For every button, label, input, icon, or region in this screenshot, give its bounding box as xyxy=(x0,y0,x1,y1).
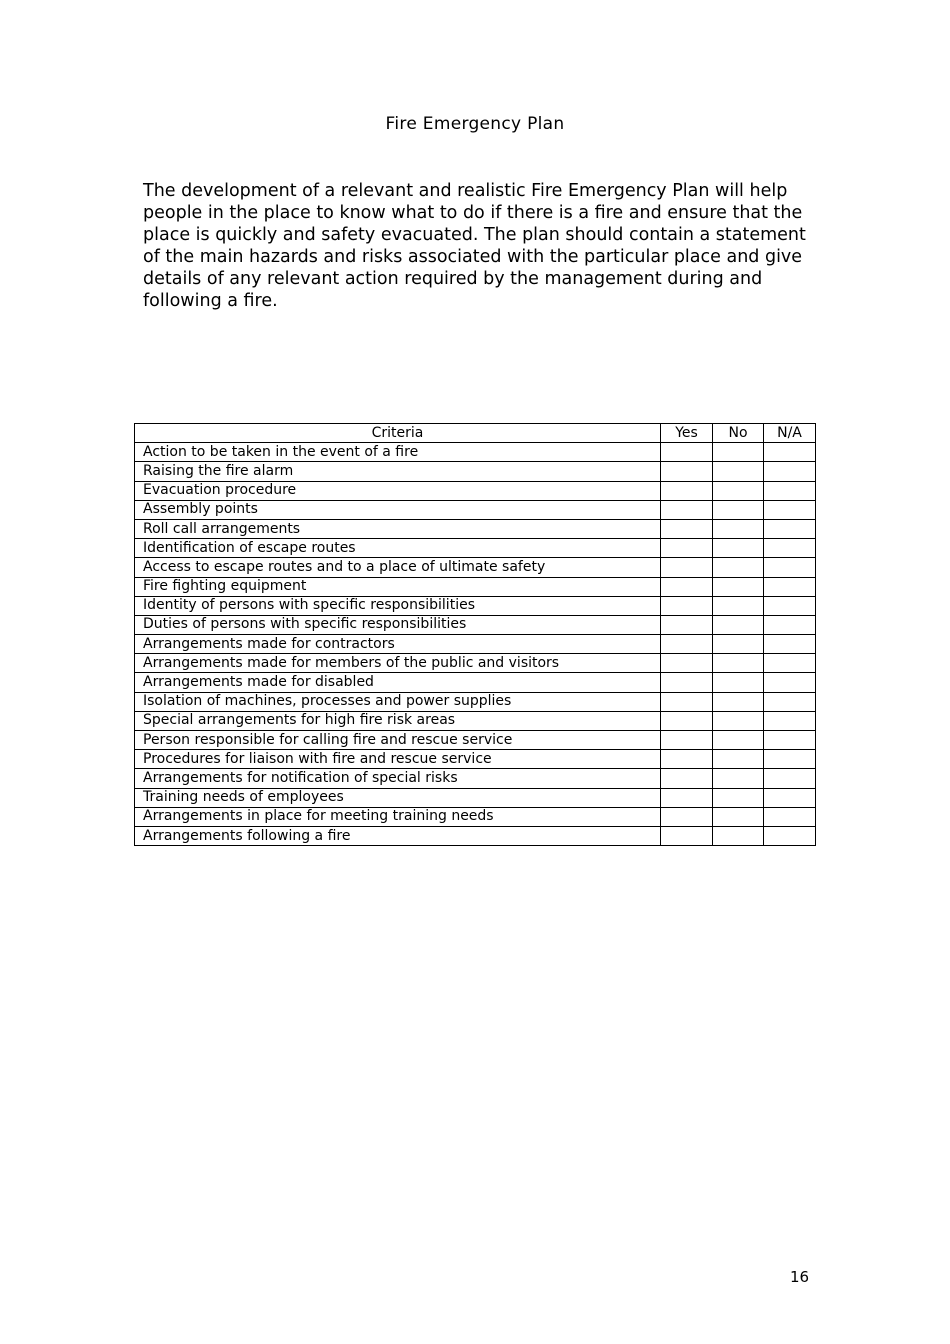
table-row xyxy=(135,807,816,826)
page-title: Fire Emergency Plan xyxy=(385,114,565,134)
no-cell[interactable] xyxy=(713,654,764,673)
na-cell[interactable] xyxy=(764,711,816,730)
criteria-cell: Special arrangements for high fire risk areas xyxy=(135,711,661,730)
yes-cell[interactable] xyxy=(661,519,713,538)
no-cell[interactable] xyxy=(713,615,764,634)
no-cell[interactable] xyxy=(713,462,764,481)
table-row xyxy=(135,500,816,519)
na-cell[interactable] xyxy=(764,692,816,711)
criteria-table xyxy=(134,423,816,846)
criteria-cell: Duties of persons with specific responsibilities xyxy=(135,615,661,634)
header-criteria: Criteria xyxy=(135,424,661,443)
yes-cell[interactable] xyxy=(661,711,713,730)
yes-cell[interactable] xyxy=(661,462,713,481)
yes-cell[interactable] xyxy=(661,731,713,750)
yes-cell[interactable] xyxy=(661,577,713,596)
na-cell[interactable] xyxy=(764,462,816,481)
criteria-cell: Assembly points xyxy=(135,500,661,519)
na-cell[interactable] xyxy=(764,500,816,519)
yes-cell[interactable] xyxy=(661,750,713,769)
yes-cell[interactable] xyxy=(661,481,713,500)
na-cell[interactable] xyxy=(764,539,816,558)
header-na: N/A xyxy=(764,424,816,443)
table-row xyxy=(135,673,816,692)
criteria-cell: Isolation of machines, processes and power supplies xyxy=(135,692,661,711)
na-cell[interactable] xyxy=(764,596,816,615)
no-cell[interactable] xyxy=(713,443,764,462)
yes-cell[interactable] xyxy=(661,635,713,654)
criteria-cell: Arrangements following a fire xyxy=(135,826,661,845)
na-cell[interactable] xyxy=(764,731,816,750)
no-cell[interactable] xyxy=(713,558,764,577)
criteria-cell: Identification of escape routes xyxy=(135,539,661,558)
no-cell[interactable] xyxy=(713,788,764,807)
table-row xyxy=(135,462,816,481)
yes-cell[interactable] xyxy=(661,539,713,558)
criteria-cell: Person responsible for calling fire and rescue service xyxy=(135,731,661,750)
no-cell[interactable] xyxy=(713,711,764,730)
table-row xyxy=(135,539,816,558)
criteria-cell: Arrangements for notification of special risks xyxy=(135,769,661,788)
table-row xyxy=(135,769,816,788)
yes-cell[interactable] xyxy=(661,654,713,673)
no-cell[interactable] xyxy=(713,481,764,500)
na-cell[interactable] xyxy=(764,654,816,673)
no-cell[interactable] xyxy=(713,692,764,711)
header-no: No xyxy=(713,424,764,443)
table-row xyxy=(135,731,816,750)
no-cell[interactable] xyxy=(713,519,764,538)
table-row xyxy=(135,654,816,673)
table-row xyxy=(135,788,816,807)
na-cell[interactable] xyxy=(764,443,816,462)
no-cell[interactable] xyxy=(713,577,764,596)
na-cell[interactable] xyxy=(764,807,816,826)
na-cell[interactable] xyxy=(764,577,816,596)
intro-paragraph: The development of a relevant and realistic Fire Emergency Plan will help people in the place to know what to do if there is a fire and ensure that the place is quickly and safety evacuated. The plan should contain a statement of the main hazards and risks associated with the particular place and give details of any relevant action required by the management during and following a fire. xyxy=(143,181,806,311)
yes-cell[interactable] xyxy=(661,807,713,826)
criteria-cell: Fire fighting equipment xyxy=(135,577,661,596)
no-cell[interactable] xyxy=(713,731,764,750)
no-cell[interactable] xyxy=(713,750,764,769)
yes-cell[interactable] xyxy=(661,673,713,692)
criteria-cell: Roll call arrangements xyxy=(135,519,661,538)
criteria-cell: Procedures for liaison with fire and rescue service xyxy=(135,750,661,769)
yes-cell[interactable] xyxy=(661,558,713,577)
table-row xyxy=(135,519,816,538)
criteria-cell: Arrangements in place for meeting training needs xyxy=(135,807,661,826)
criteria-cell: Evacuation procedure xyxy=(135,481,661,500)
table-row xyxy=(135,596,816,615)
no-cell[interactable] xyxy=(713,539,764,558)
criteria-cell: Arrangements made for contractors xyxy=(135,635,661,654)
no-cell[interactable] xyxy=(713,673,764,692)
na-cell[interactable] xyxy=(764,615,816,634)
header-yes: Yes xyxy=(661,424,713,443)
na-cell[interactable] xyxy=(764,519,816,538)
yes-cell[interactable] xyxy=(661,788,713,807)
table-row xyxy=(135,711,816,730)
no-cell[interactable] xyxy=(713,826,764,845)
no-cell[interactable] xyxy=(713,635,764,654)
criteria-cell: Identity of persons with specific responsibilities xyxy=(135,596,661,615)
na-cell[interactable] xyxy=(764,826,816,845)
yes-cell[interactable] xyxy=(661,826,713,845)
na-cell[interactable] xyxy=(764,558,816,577)
na-cell[interactable] xyxy=(764,673,816,692)
table-row xyxy=(135,443,816,462)
criteria-cell: Action to be taken in the event of a fire xyxy=(135,443,661,462)
table-row xyxy=(135,615,816,634)
yes-cell[interactable] xyxy=(661,615,713,634)
no-cell[interactable] xyxy=(713,500,764,519)
no-cell[interactable] xyxy=(713,769,764,788)
yes-cell[interactable] xyxy=(661,500,713,519)
table-row xyxy=(135,692,816,711)
table-row xyxy=(135,481,816,500)
table-row xyxy=(135,577,816,596)
criteria-cell: Arrangements made for disabled xyxy=(135,673,661,692)
table-row xyxy=(135,558,816,577)
na-cell[interactable] xyxy=(764,481,816,500)
criteria-cell: Access to escape routes and to a place of ultimate safety xyxy=(135,558,661,577)
table-row xyxy=(135,635,816,654)
yes-cell[interactable] xyxy=(661,769,713,788)
no-cell[interactable] xyxy=(713,596,764,615)
yes-cell[interactable] xyxy=(661,596,713,615)
yes-cell[interactable] xyxy=(661,443,713,462)
na-cell[interactable] xyxy=(764,769,816,788)
page-number: 16 xyxy=(790,1268,810,1286)
criteria-cell: Raising the fire alarm xyxy=(135,462,661,481)
criteria-cell: Arrangements made for members of the public and visitors xyxy=(135,654,661,673)
criteria-cell: Training needs of employees xyxy=(135,788,661,807)
table-header-row xyxy=(135,424,816,443)
no-cell[interactable] xyxy=(713,807,764,826)
table-row xyxy=(135,826,816,845)
na-cell[interactable] xyxy=(764,788,816,807)
na-cell[interactable] xyxy=(764,635,816,654)
na-cell[interactable] xyxy=(764,750,816,769)
yes-cell[interactable] xyxy=(661,692,713,711)
table-body xyxy=(135,443,816,846)
table-row xyxy=(135,750,816,769)
